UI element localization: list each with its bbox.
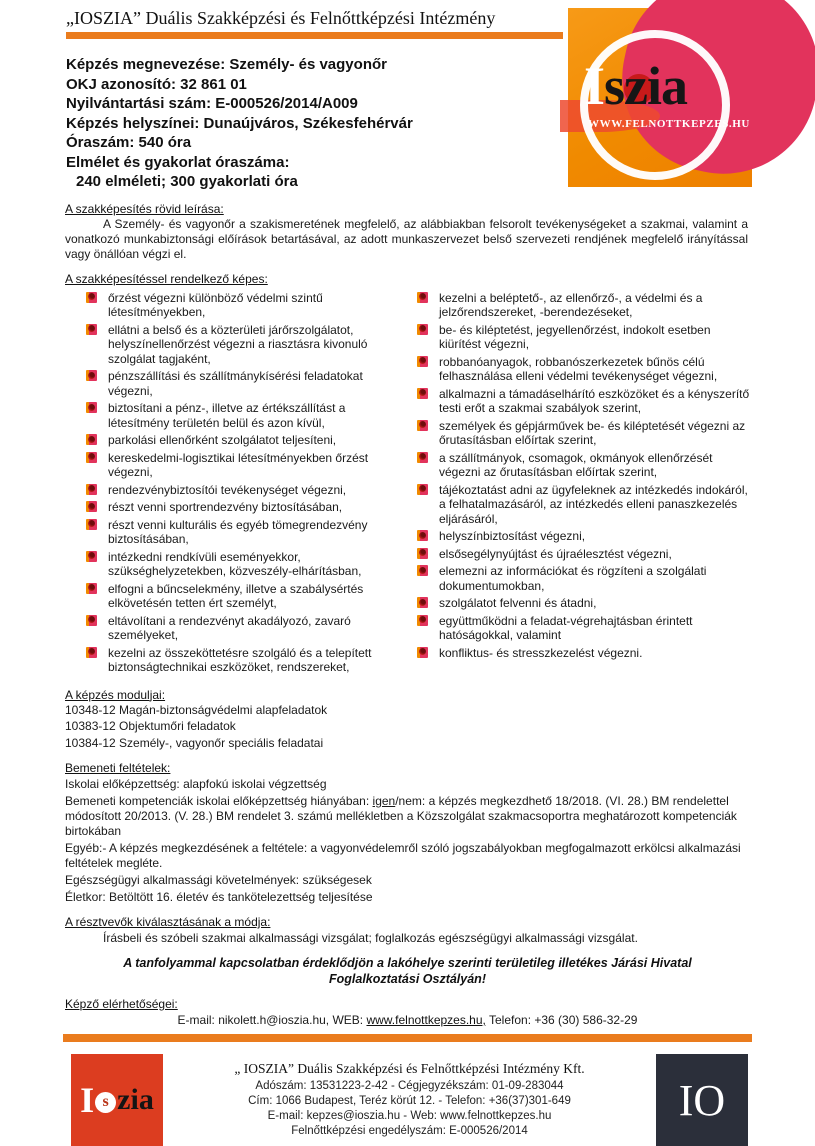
capability-text: intézkedni rendkívüli eseményekkor, szükséghelyzetekben, közveszély-elhárításban, [108, 549, 362, 578]
entry-other: Egyéb:- A képzés megkezdésének a feltétele: a vagyonvédelemről szóló jogszabályokban megfogalmazott erkölcsi alkalmazási feltételek megléte. [65, 841, 741, 870]
capability-item [63, 369, 406, 398]
description-heading: A szakképesítés rövid leírása: [65, 201, 224, 216]
capability-item [410, 564, 752, 593]
module-item: 10383-12 Objektumőri feladatok [65, 719, 236, 733]
capability-text: személyek és gépjárművek be- és kiléptetését végezni az őrutasításban előírtak szerint, [439, 418, 746, 447]
ioszia-bullet-icon [86, 452, 97, 463]
ioszia-bullet-icon [86, 324, 97, 335]
page-title: „IOSZIA” Duális Szakképzési és Felnőttképzési Intézmény [66, 8, 496, 28]
capability-text: be- és kiléptetést, jegyellenőrzést, indokolt esetben kiürítést végezni, [439, 322, 711, 351]
course-name: Képzés megnevezése: Személy- és vagyonőr [66, 56, 387, 73]
modules-heading: A képzés moduljai: [65, 687, 166, 702]
contact-email-text: E-mail: nikolett.h@ioszia.hu, WEB: [177, 1013, 367, 1027]
capability-item [410, 451, 752, 480]
capability-item [63, 401, 406, 430]
capability-item [410, 291, 752, 320]
entry-age: Életkor: Betöltött 16. életév és tankötelezettség teljesítése [65, 890, 373, 904]
capability-text: elfogni a bűncselekmény, illetve a szabálysértés elkövetésén tetten ért személyt, [108, 581, 364, 610]
capability-item [63, 433, 406, 448]
ioszia-bullet-icon [417, 420, 428, 431]
logo-letter-i: I [584, 56, 605, 116]
entry-heading: Bemeneti feltételek: [65, 761, 171, 775]
capability-item [63, 291, 406, 320]
ioszia-bullet-icon [417, 548, 428, 559]
ioszia-bullet-icon [417, 530, 428, 541]
ioszia-bullet-icon [417, 292, 428, 303]
module-item: 10384-12 Személy-, vagyonőr speciális feladatai [65, 735, 324, 750]
capabilities-left-list [63, 291, 406, 678]
capability-text: alkalmazni a támadáselhárító eszközöket és a kényszerítő testi erőt a szakmai szabályok szerint, [439, 386, 750, 415]
capability-item [63, 451, 406, 480]
selection-text: Írásbeli és szóbeli szakmai alkalmassági vizsgálat; foglalkozás egészségügyi alkalmassági vizsgálat. [103, 931, 638, 945]
footer-io-logo: IO [656, 1054, 748, 1146]
description-text: A Személy- és vagyonőr a szakismeretének megfelelő, az alábbiakban felsorolt tevékenységeket a szakmai, valamint a vonatkozó munkabiztonsági előírások betartásával, az adott munkaszervezet belső szervezeti rendjének megfelelő irányítással vagy önállóan végzi el. [65, 216, 748, 261]
capability-text: kezelni az összeköttetésre szolgáló és a telepített biztonságtechnikai eszközöket, rendszereket, [108, 645, 372, 674]
ioszia-logo [568, 8, 752, 187]
ioszia-bullet-icon [86, 501, 97, 512]
course-hours: Óraszám: 540 óra [66, 134, 192, 151]
capability-item [63, 614, 406, 643]
capability-text: eltávolítani a rendezvényt akadályozó, zavaró személyeket, [108, 613, 351, 642]
ioszia-bullet-icon [417, 356, 428, 367]
ioszia-bullet-icon [86, 292, 97, 303]
ioszia-bullet-icon [417, 597, 428, 608]
capability-item [63, 550, 406, 579]
theory-practice-label: Elmélet és gyakorlat óraszáma: [66, 153, 290, 171]
capability-text: rendezvénybiztosítói tevékenységet végezni, [108, 482, 347, 497]
logo-website-text: WWW.FELNOTTKEPZES.HU [588, 118, 750, 130]
footer-logo-letters-zia: zia [117, 1083, 154, 1116]
capability-item [410, 614, 752, 643]
capability-item [410, 529, 752, 544]
ioszia-bullet-icon [86, 583, 97, 594]
capabilities-right-list [410, 291, 752, 678]
capability-text: helyszínbiztosítást végezni, [439, 529, 586, 543]
capabilities-heading: A szakképesítéssel rendelkező képes: [65, 271, 268, 286]
capability-text: szolgálatot felvenni és átadni, [439, 596, 597, 610]
capability-text: kereskedelmi-logisztikai létesítményekben őrzést végezni, [108, 450, 369, 479]
footer-tax-line: Adószám: 13531223-2-42 - Cégjegyzékszám: 01-09-283044 [255, 1080, 564, 1092]
capability-text: biztosítani a pénz-, illetve az értékszállítást a létesítmény területén belül és azon kívül, [108, 401, 346, 430]
capability-item [410, 387, 752, 416]
capability-text: a szállítmányok, csomagok, okmányok ellenőrzését végezni az őrutasításban előírtak szerint, [439, 450, 713, 479]
capability-item [410, 419, 752, 448]
footer-contact-block [163, 1061, 656, 1139]
ioszia-bullet-icon [417, 565, 428, 576]
capabilities-columns [63, 291, 752, 678]
capability-item [63, 518, 406, 547]
ioszia-bullet-icon [86, 551, 97, 562]
capability-item [63, 500, 406, 515]
capability-item [410, 355, 752, 384]
capability-text: konfliktus- és stresszkezelést végezni. [439, 645, 643, 660]
footer [63, 1054, 752, 1146]
footer-logo-letter-i: I [80, 1080, 95, 1120]
capability-text: elsősegélynyújtást és újraélesztést végezni, [439, 546, 672, 561]
ioszia-bullet-icon [86, 484, 97, 495]
footer-company-name: „ IOSZIA” Duális Szakképzési és Felnőttképzési Intézmény Kft. [234, 1061, 585, 1076]
capability-text: kezelni a beléptető-, az ellenőrző-, a védelmi és a jelzőrendszereket, -berendezéseket, [439, 290, 703, 319]
capability-text: parkolási ellenőrként szolgálatot teljesíteni, [108, 433, 337, 447]
entry-competencies-prefix: Bemeneti kompetenciák iskolai előképzettség hiányában: [65, 794, 373, 808]
capability-text: elemezni az információkat és rögzíteni a szolgálati dokumentumokban, [439, 564, 707, 593]
footer-permit-line: Felnőttképzési engedélyszám: E-000526/2014 [291, 1125, 528, 1137]
theory-practice-hours: 240 elméleti; 300 gyakorlati óra [76, 173, 298, 190]
ioszia-bullet-icon [86, 519, 97, 530]
ioszia-bullet-icon [417, 484, 428, 495]
ioszia-bullet-icon [417, 615, 428, 626]
entry-schooling: Iskolai előképzettség: alapfokú iskolai végzettség [65, 777, 327, 791]
capability-item [410, 483, 752, 527]
capability-text: őrzést végezni különböző védelmi szintű létesítményekben, [108, 290, 323, 319]
capability-item [63, 646, 406, 675]
ioszia-bullet-icon [417, 324, 428, 335]
ioszia-bullet-icon [86, 402, 97, 413]
entry-health: Egészségügyi alkalmassági követelmények: szükségesek [65, 873, 372, 887]
capability-item [410, 596, 752, 611]
okj-id: OKJ azonosító: 32 861 01 [66, 75, 247, 93]
ioszia-bullet-icon [86, 434, 97, 445]
contact-line [63, 1013, 752, 1027]
entry-competencies [65, 794, 748, 839]
footer-logo-circle-s: s [95, 1092, 116, 1113]
contact-heading: Képző elérhetőségei: [65, 997, 178, 1011]
capability-text: részt venni sportrendezvény biztosításában, [108, 500, 343, 514]
capability-text: együttműködni a feladat-végrehajtásban érintett hatóságokkal, valamint [439, 613, 693, 642]
logo-wordmark [584, 56, 687, 116]
footer-email-web-line: E-mail: kepzes@ioszia.hu - Web: www.felnottkepzes.hu [267, 1110, 552, 1122]
capability-item [410, 547, 752, 562]
capability-item [410, 646, 752, 661]
footer-ioszia-logo [71, 1054, 163, 1146]
flyer-page [63, 0, 752, 1137]
capability-text: részt venni kulturális és egyéb tömegrendezvény biztosításában, [108, 517, 368, 546]
module-item: 10348-12 Magán-biztonságvédelmi alapfeladatok [65, 702, 328, 717]
logo-letters-szia: szia [604, 56, 688, 116]
capability-item [63, 323, 406, 367]
selection-heading: A résztvevők kiválasztásának a módja: [65, 915, 271, 929]
registration-number: Nyilvántartási szám: E-000526/2014/A009 [66, 95, 358, 112]
entry-competencies-suffix: /nem: a képzés megkezdhető 18/2018. (VI. 28.) BM rendelettel módosított 20/2013. (V. 28.) BM rendelet 3. számú mellékletben a Közszolgálat szakmacsoportra meghatározott kompetenciák birtokában [65, 794, 737, 838]
ioszia-bullet-icon [86, 615, 97, 626]
footer-divider [63, 1034, 752, 1042]
capability-text: robbanóanyagok, robbanószerkezetek bűnös célú felhasználása elleni védelmi tevékenységet végezni, [439, 354, 718, 383]
modules-list [65, 703, 752, 752]
capability-text: tájékoztatást adni az ügyfeleknek az intézkedés indokáról, a felhatalmazásáról, az intézkedés elleni panaszkezelés eljárásáról, [439, 482, 748, 526]
ioszia-bullet-icon [86, 370, 97, 381]
contact-phone-text: Telefon: +36 (30) 586-32-29 [485, 1013, 638, 1027]
capability-item [63, 483, 406, 498]
ioszia-bullet-icon [417, 647, 428, 658]
ioszia-bullet-icon [86, 647, 97, 658]
capability-text: pénzszállítási és szállítmánykísérési feladatokat végezni, [108, 369, 363, 398]
entry-competencies-yes: igen [372, 794, 396, 808]
course-locations: Képzés helyszínei: Dunaújváros, Székesfehérvár [66, 114, 413, 132]
ioszia-bullet-icon [417, 388, 428, 399]
capability-item [410, 323, 752, 352]
contact-web-link[interactable]: www.felnottkepzes.hu, [366, 1013, 486, 1027]
capability-item [63, 582, 406, 611]
footer-address-line: Cím: 1066 Budapest, Teréz körút 12. - Telefon: +36(37)301-649 [248, 1095, 571, 1107]
notice-text: A tanfolyammal kapcsolatban érdeklődjön a lakóhelye szerinti területileg illetékes Járási Hivatal Foglalkoztatási Osztályán! [123, 956, 692, 986]
capability-text: ellátni a belső és a közterületi járőrszolgálatot, helyszínellenőrzést végezni a riasztásra kivonuló szolgálat tagjaként, [108, 322, 368, 366]
title-divider [66, 32, 563, 39]
ioszia-bullet-icon [417, 452, 428, 463]
